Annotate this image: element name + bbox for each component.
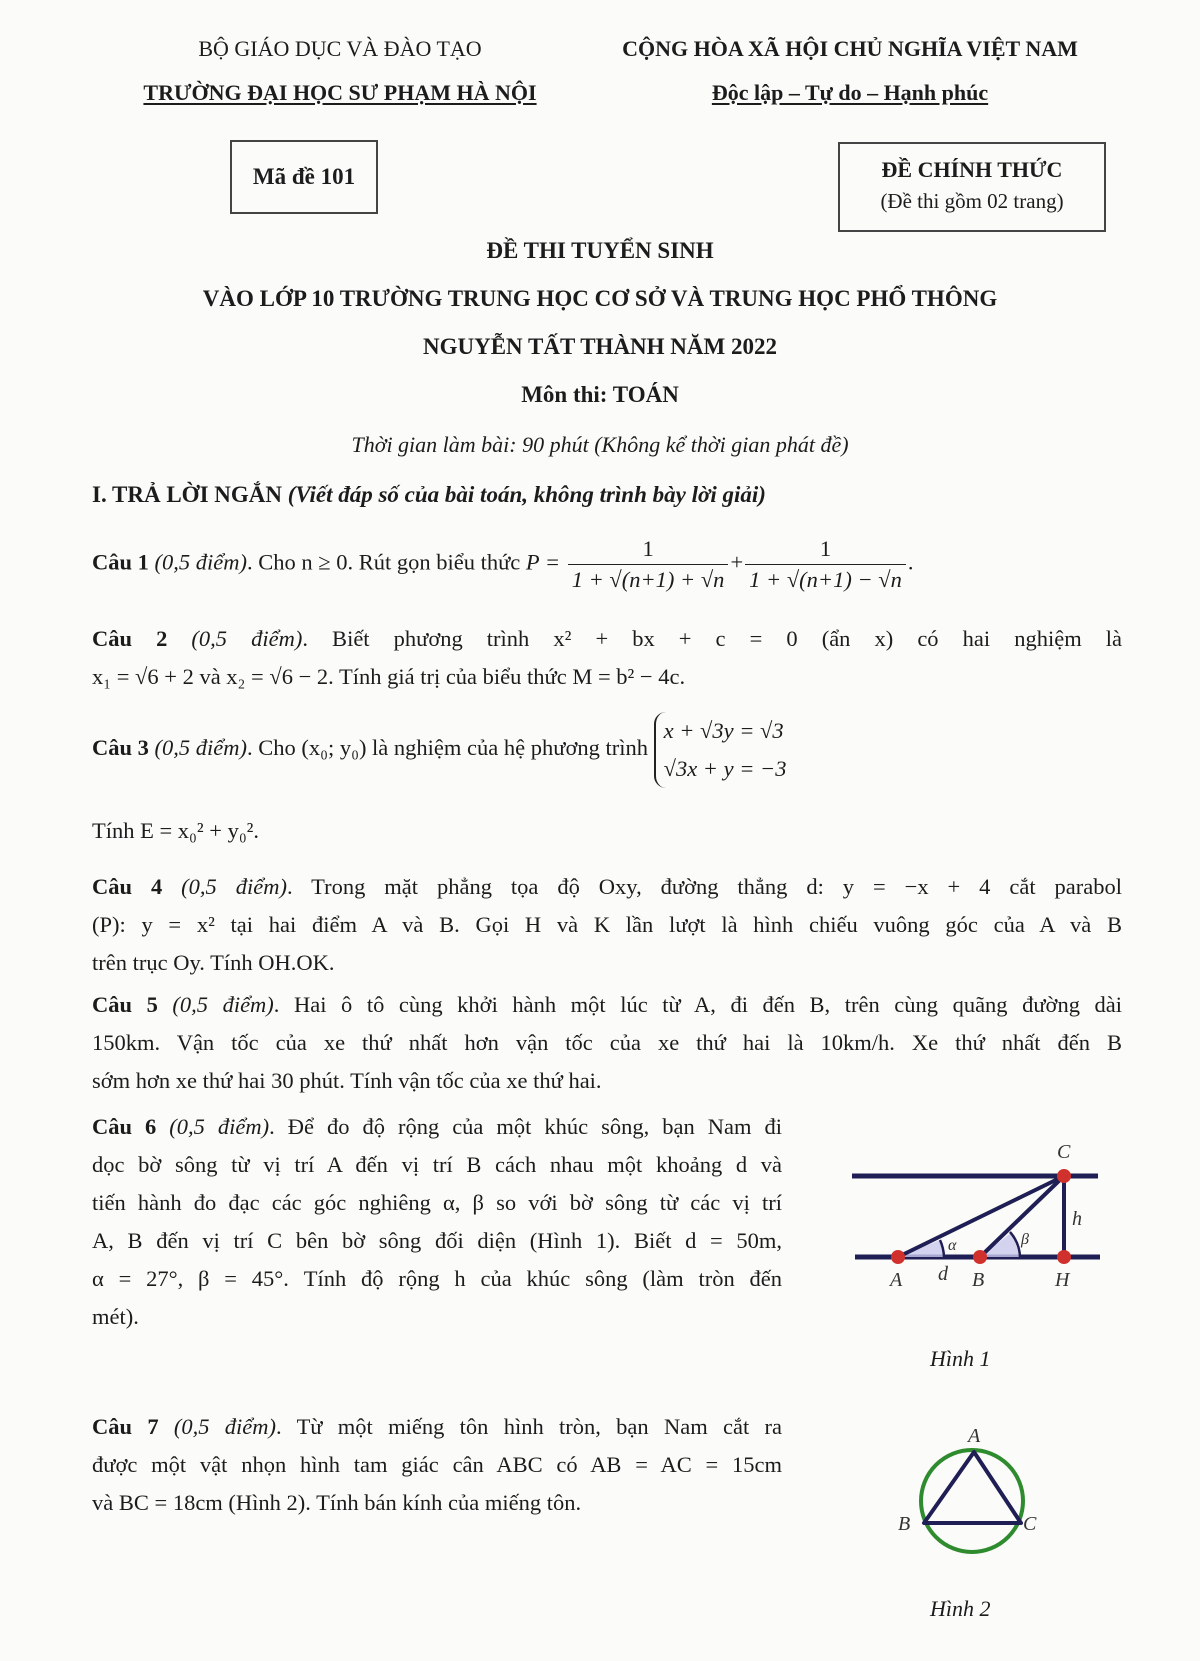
- label-a: A: [890, 1269, 903, 1291]
- pages-note: (Đề thi gồm 02 trang): [880, 189, 1064, 213]
- figure-2-caption: Hình 2: [930, 1596, 991, 1621]
- university-name: TRƯỜNG ĐẠI HỌC SƯ PHẠM HÀ NỘI: [143, 80, 537, 105]
- point-b: [973, 1250, 987, 1264]
- exam-code-box: Mã đề 101: [230, 140, 378, 214]
- figure-1-caption: Hình 1: [930, 1346, 991, 1371]
- exam-title-line3: NGUYỄN TẤT THÀNH NĂM 2022: [423, 334, 777, 359]
- label-c: C: [1023, 1513, 1037, 1535]
- question-3-ask: Tính E = x₀² + y₀².: [92, 818, 260, 843]
- question-5: Câu 5 (0,5 điểm). Hai ô tô cùng khởi hành một lúc từ A, đi đến B, trên cùng quãng đường dài 150km. Vận tốc của xe thứ nhất hơn vận tốc của xe thứ hai là 10km/h. Xe thứ nhất đến B sớm hơn xe thứ hai 30 phút. Tính vận tốc của xe thứ hai.: [92, 992, 1122, 1093]
- question-7: Câu 7 (0,5 điểm). Từ một miếng tôn hình tròn, bạn Nam cắt ra được một vật nhọn hình tam giác cân ABC có AB = AC = 15cm và BC = 18cm (Hình 2). Tính bán kính của miếng tôn.: [92, 1414, 783, 1515]
- fraction-1: $\frac{1}{1 + √(n+1) + √n}$: [568, 534, 729, 595]
- question-4: Câu 4 (0,5 điểm). Trong mặt phẳng tọa độ Oxy, đường thẳng d: y = −x + 4 cắt parabol (P): y = x² tại hai điểm A và B. Gọi H và K lần lượt là hình chiếu vuông góc của A và B trên trục Oy. Tính OH.OK.: [92, 874, 1122, 975]
- official-exam-box: [838, 142, 1106, 232]
- label-c: C: [1057, 1141, 1071, 1163]
- label-h: H: [1055, 1269, 1070, 1291]
- official-label: ĐỀ CHÍNH THỨC: [881, 157, 1063, 182]
- exam-duration: Thời gian làm bài: 90 phút (Không kể thời gian phát đề): [351, 432, 849, 457]
- question-2: Câu 2 (0,5 điểm). Biết phương trình x² + bx + c = 0 (ẩn x) có hai nghiệm là x₁ = √6 + 2 và x₂ = √6 − 2. Tính giá trị của biểu thức M = b² − 4c.: [92, 626, 1123, 689]
- label-a: A: [968, 1425, 981, 1447]
- label-b: B: [898, 1513, 911, 1535]
- equation-system: x + √3y = √3 √3x + y = −3: [654, 712, 787, 788]
- section-heading: I. TRẢ LỜI NGẮN (Viết đáp số của bài toán, không trình bày lời giải): [92, 482, 766, 507]
- label-beta: β: [1021, 1231, 1029, 1248]
- label-alpha: α: [948, 1237, 957, 1254]
- question-1: Câu 1 (0,5 điểm). Cho n ≥ 0. Rút gọn biểu thức P = $\frac{1}{1 + √(n+1) + √n}$ + $\frac{1}{1 + √(n+1) - √n}$ .: [92, 534, 1122, 595]
- label-b: B: [972, 1269, 985, 1291]
- point-h: [1057, 1250, 1071, 1264]
- figure-2-circle-triangle: [880, 1420, 1040, 1570]
- point-a: [891, 1250, 905, 1264]
- fraction-2: $\frac{1}{1 + √(n+1) - √n}$: [745, 534, 906, 595]
- section-note: (Viết đáp số của bài toán, không trình bày lời giải): [287, 482, 766, 507]
- exam-title-line1: ĐỀ THI TUYỂN SINH: [486, 238, 714, 263]
- question-6: Câu 6 (0,5 điểm). Để đo độ rộng của một khúc sông, bạn Nam đi dọc bờ sông từ vị trí A đến vị trí B cách nhau một khoảng d và tiến hành đo đạc các góc nghiêng α, β so với bờ sông từ các vị trí A, B đến vị trí C bên bờ sông đối diện (Hình 1). Biết d = 50m, α = 27°, β = 45°. Tính độ rộng h của khúc sông (làm tròn đến mét).: [92, 1114, 782, 1329]
- exam-subject: Môn thi: TOÁN: [521, 382, 679, 407]
- point-c: [1057, 1169, 1071, 1183]
- ministry-name: BỘ GIÁO DỤC VÀ ĐÀO TẠO: [198, 36, 482, 61]
- label-h-height: h: [1072, 1208, 1082, 1230]
- republic-name: CỘNG HÒA XÃ HỘI CHỦ NGHĨA VIỆT NAM: [622, 36, 1078, 61]
- figure-1-river-diagram: [840, 1140, 1120, 1320]
- label-d: d: [938, 1263, 948, 1285]
- question-3: Câu 3 (0,5 điểm). Cho (x₀; y₀) là nghiệm của hệ phương trình x + √3y = √3 √3x + y = −3: [92, 712, 1122, 788]
- national-motto: Độc lập – Tự do – Hạnh phúc: [711, 80, 989, 105]
- exam-title-line2: VÀO LỚP 10 TRƯỜNG TRUNG HỌC CƠ SỞ VÀ TRUNG HỌC PHỔ THÔNG: [202, 286, 998, 311]
